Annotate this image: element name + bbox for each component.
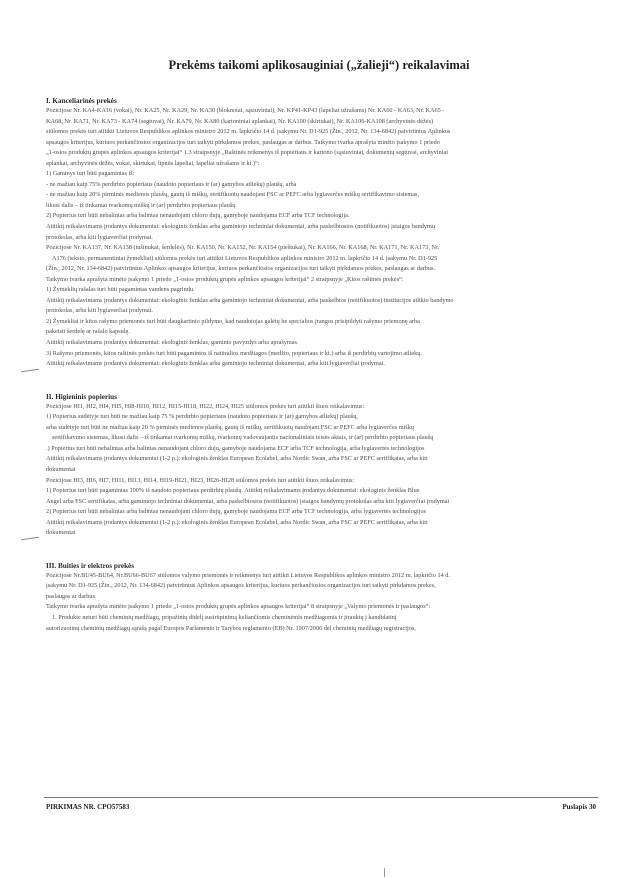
paragraph-line: apsaugos kriterijus, kuriuos perkančiosios organizacijos turi taikyti pirkdamos prekes, paslaugas ar darbus. Taikymo tvarka aprašyta minėto įsakymo 1 priedo: [46, 138, 440, 146]
paragraph-line: autorizuotinų cheminių medžiagų sąrašą pagal Europos Parlamento ir Tarybos reglamento (EB) Nr. 1907/2006 dėl cheminių medžiagų registracijos,: [46, 624, 416, 632]
scan-edge-mark: [384, 868, 385, 877]
paragraph-line: 1) Popierius turi būti pagamintas 100% iš naudoto popieriaus perdirbtų plaušų. Atitiktį reikalavimams įrodantys dokumentai: ekologinis ženklas Blue: [46, 487, 420, 495]
document-body: [46, 96, 594, 634]
paragraph-line: 1) Žymeklių rašalas turi būti pagamintas vandens pagrindu.: [46, 286, 195, 294]
footer-page-number: Puslapis 30: [562, 803, 596, 811]
paragraph-line: likusi dalis – iš tinkamai tvarkomų miškų ir (ar) perdirbto popieriaus plaušų: [46, 201, 236, 209]
paragraph-line: dokumentai: [46, 529, 76, 537]
paragraph-line: Atitiktį reikalavimams įrodantys dokumentai: ekologinis ženklas arba gamintojo techniniai dokumentai, arba paskelbtos (notifikuotos) institucijos atlikto bandymo: [46, 296, 454, 304]
paragraph-line: Pozicijose Nr. KA137, Nr. KA138 (tušinukai, šerdelės), Nr. KA150, Nr. KA152, Nr. KA154 (pieštukai), Nr. KA166, Nr. KA168, Nr. KA171, Nr. KA173, Nr.: [46, 244, 440, 252]
paragraph-line: 1. Produkte neturi būti cheminių medžiagų, pripažintų didelį susirūpinimą keliančiomis cheminėmis medžiagomis ir įtrauktų į kandidatinį: [52, 613, 397, 621]
paragraph-line: pakeisti šerdelę ar rašalo kapsulę.: [46, 328, 130, 336]
paragraph-line: 2) Popierius turi būti nebalintas arba balintas nenaudojant chloro dujų, gamyboje naudojama ECF arba TCF technologija, arba lygiavertės technologijos: [46, 508, 427, 516]
paragraph-line: (Žin., 2012, Nr. 134-6842) patvirtintus Aplinkos apsaugos kriterijus, kuriuos perkančiosios organizacijos turi taikyti pirkdamos prekes, paslaugas ar darbus.: [46, 265, 436, 273]
paragraph-line: įsakymu Nr. D1-925 (Žin., 2012, Nr. 134-6842) patvirtintus Aplinkos apsaugos kriterijus, kuriuos perkančiosios organizacijos turi taikyti pirkdamos prekes,: [46, 582, 436, 590]
paragraph-line: sertifikavimo sistemas, likusi dalis – iš tinkamai tvarkomų miškų, tvarkomų vadovaujantis nacionaliniais teisės aktais, ir (ar) perdirbto popieriaus plaušų: [52, 434, 434, 442]
paragraph-line: 3) Rašymo priemonės, kitos raštinės prekės turi būti pagamintos iš natūralios medžiagos (medžio, popieriaus ir kt.) arba iš perdirbtų vartojimo atliekų.: [46, 349, 422, 357]
paragraph-line: protokolas, arba kiti lygiaverčiai įrodymai.: [46, 233, 153, 241]
paragraph-line: aplankai, archyvinės dėžės, vokai, skirtukai, lipnūs lapeliai, lapeliai užrašams ir kt.)“:: [46, 159, 260, 167]
paragraph-line: Taikymo tvarka aprašyta minėto įsakymo 1 priedo „1-osios produktų grupės aplinkos apsaugos kriterijai“ 8 straipsnyje „Valymo priemonės ir paslaugos“:: [46, 603, 431, 611]
paragraph-line: Pozicijose HI1, HI2, HI4, HI5, HI8-HI10, HI12, HI15-HI18, HI22, HI24, HI25 siūlomos prekės turi atitikti šiuos reikalavimus:: [46, 402, 365, 410]
paragraph-line: KA68, Nr. KA71, Nr. KA73 - KA74 (segtuvai), Nr. KA79, Nr. KA80 (kartoniniai aplankai), Nr. KA100 (skirtukai), Nr. KA106-KA108 (archyvinės dėžės): [46, 117, 434, 125]
paragraph-line: 1) Gaminys turi būti pagamintas iš:: [46, 170, 135, 178]
paragraph-line: Pozicijose Nr.BU45-BU64, Nr.BU66-BU67 siūlomos valymo priemonės ir reikmenys turi atitikti Lietuvos Respublikos aplinkos ministro 2012 m. lapkričio 14 d.: [46, 571, 450, 579]
margin-pen-mark: [21, 369, 39, 372]
paragraph-line: dokumentai: [46, 465, 76, 473]
section-kanceliarines-prekes: [46, 96, 594, 370]
footer-divider: [44, 797, 598, 798]
paragraph-line: 1) Popierius sudėtyje turi būti ne mažiau kaip 75 % perdirbto popieriaus (naudoto popieriaus ir (ar) gamybos atliekų) plaušų,: [46, 413, 358, 421]
paragraph-line: Atitiktį reikalavimams įrodantys dokumentai (1-2 p.): ekologinis ženklas European Ecolabel, arba Nordic Swan, arba FSC ar PEFC sertifikatas, arba kiti: [46, 455, 428, 463]
paragraph-line: Angel arba FSC sertifikatas, arba gamintojo techniniai dokumentai, arba paskelbtosios (notifikuotos) įstaigos bandymų protokolas arba kiti lygiaverčiai įrodymai: [46, 497, 450, 505]
paragraph-line: 2) Žymekliai ir kitos rašymo priemonės turi būti daugkartinio pildymo, kad naudotojas galėtų be specialios įrangos prisipildyti rašymo priemonę arba: [46, 317, 420, 325]
section-heading: III. Buities ir elektros prekės: [46, 561, 135, 570]
footer-procurement-number: PIRKIMAS NR. CPO57583: [46, 803, 130, 811]
paragraph-line: paslaugas ar darbus.: [46, 592, 97, 600]
paragraph-line: Atitiktį reikalavimams įrodantys dokumentai: ekologinis ženklas, gaminio pavyzdys arba aprašymas.: [46, 339, 299, 347]
paragraph-line: - ne mažiau kaip 75% perdirbto popieriaus (naudoto popieriaus ir (ar) gamybos atliekų) plaušų, arba: [46, 180, 297, 188]
paragraph-line: arba sudėtyje turi būti ne mažiau kaip 20 % pirminės medienos plaušų, gautų iš miškų, sertifikuotų naudojant FSC ar PEFC arba lygiaverčes miškų: [46, 423, 414, 431]
paragraph-line: Taikymo tvarka aprašyta minėto įsakymo 1 priedo „1-osios produktų grupės aplinkos apsaugos kriterijai“ 2 straipsnyje „Kitos raštinės prekės“:: [46, 275, 404, 283]
paragraph-line: - ne mažiau kaip 20% pirminės medienos plaušų, gautų iš miškų, sertifikuotų naudojant FSC ar PEFC arba lygiaverčes miškų sertifikavimo sistemas,: [46, 191, 420, 199]
section-heading: I. Kanceliarinės prekės: [46, 97, 117, 105]
paragraph-line: Pozicijose Nr. KA4-KA16 (vokai), Nr. KA25, Nr. KA29, Nr. KA30 (bloknotai, sąsiuviniai), Nr. KP41-KP43 (lapeliai užrašams) Nr. KA60 - KA63, Nr. KA65 -: [46, 107, 445, 114]
margin-pen-mark: [21, 537, 39, 540]
paragraph-line: „1-osios produktų grupės aplinkos apsaugos kriterijai“ 1.3 straipsnyje „Raštinės reikmenys iš popieriaus ir kartono (sąsiuviniai, dokumentų segtuvai, archyviniai: [46, 149, 449, 157]
section-higieninis-popierius: [46, 392, 594, 539]
paragraph-line: Pozicijose HI3, HI6, HI7, HI11, HI13, HI14, HI19-HI21, HI23, HI26-HI28 siūlomos prekės turi atitikti šiuos reikalavimus:: [46, 476, 355, 484]
paragraph-line: Atitiktį reikalavimams įrodantys dokumentai: ekologinis ženklas arba gamintojo techniniai dokumentai, arba paskelbtosios (notifikuotos) įstaigos bandymų: [46, 223, 435, 231]
paragraph-line: protokolas, arba kiti lygiaverčiai įrodymai.: [46, 307, 153, 315]
section-buities-ir-elektros-prekes: [46, 561, 594, 634]
paragraph-line: siūlomos prekės turi atitikti Lietuvos Respublikos aplinkos ministro 2012 m. lapkričio 14 d. įsakymu Nr. D1-925 (Žin., 2012, Nr. 134-6842) patvirtintus Aplinkos: [46, 128, 451, 136]
paragraph-line: Atitiktį reikalavimams įrodantys dokumentai: ekologinis ženklas arba gamintojo techniniai dokumentai, arba kiti lygiaverčiai įrodymai.: [46, 360, 385, 368]
section-heading: II. Higieninis popierius: [46, 392, 117, 401]
paragraph-line: A176 (teksto, permanentiniai žymekliai) siūlomos prekės turi atitikti Lietuvos Respublikos aplinkos ministro 2012 m. lapkričio 14 d. įsakymu Nr. D1-925: [52, 254, 438, 262]
paragraph-line: 2) Popierius turi būti nebalintas arba balintas nenaudojant chloro dujų, gamyboje naudojama ECF arba TCF technologija.: [46, 212, 350, 220]
page-title: Prekėms taikomi aplikosauginiai („žalieji“) reikalavimai: [168, 58, 470, 72]
paragraph-line: Atitiktį reikalavimams įrodantys dokumentai (1-2 p.): ekologinis ženklas European Ecolabel, arba Nordic Swan, arba FSC ar PEFC sertifikatas, arba kiti: [46, 518, 428, 526]
paragraph-line: .) Popierius turi būti nebalintas arba balintas nenaudojant chloro dujų, gamyboje naudojama ECF arba TCF technologija, arba lygiavertės technologijos: [46, 444, 425, 452]
